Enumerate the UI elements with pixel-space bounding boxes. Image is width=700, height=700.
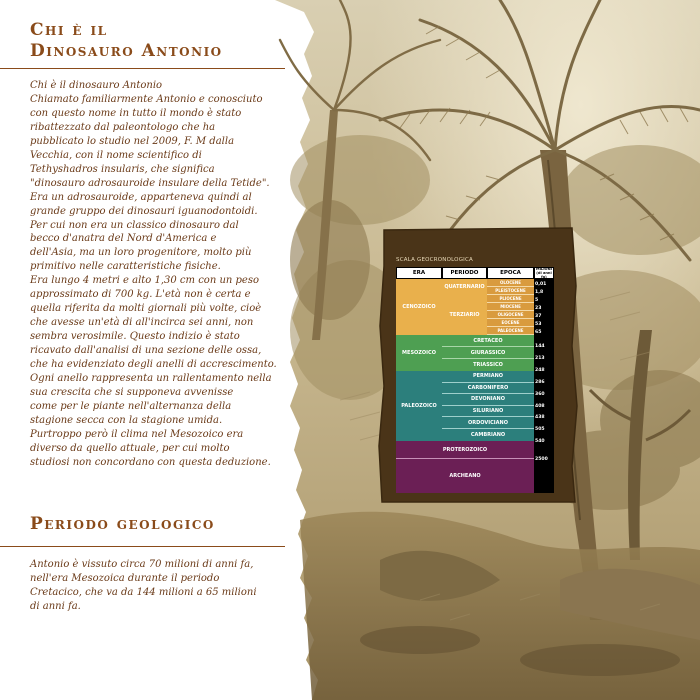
million-value: 5 <box>534 297 554 303</box>
period-cambriano: CAMBRIANO <box>442 429 534 441</box>
section1-line: Per cui non era un classico dinosauro dal <box>30 219 239 231</box>
million-value: 213 <box>534 355 554 361</box>
million-value: 65 <box>534 329 554 335</box>
section1-line: Era lungo 4 metri e alto 1,30 cm con un peso <box>30 275 259 287</box>
section1-line: che ha evidenziato degli anelli di accrescimento. <box>30 359 277 371</box>
epoch-oligocene: OLIGOCENE <box>487 311 534 319</box>
epoch-paleocene: PALEOCENE <box>487 327 534 335</box>
section1-line: con questo nome in tutto il mondo è stato <box>30 107 242 119</box>
million-value: 1,8 <box>534 289 554 295</box>
period-cretaceo: CRETACEO <box>442 335 534 347</box>
million-value: 248 <box>534 367 554 373</box>
period-terziario: TERZIARIO <box>442 295 487 335</box>
million-value: 438 <box>534 414 554 420</box>
header-era: ERA <box>396 267 442 279</box>
period-devoniano: DEVONIANO <box>442 394 534 406</box>
section1-line: Chiamato familiarmente Antonio e conosciuto <box>30 93 263 105</box>
section2-title: Periodo geologico <box>30 514 215 534</box>
section1-line: ricavato dall'analisi di una sezione delle ossa, <box>30 345 262 357</box>
header-periodo: PERIODO <box>442 267 487 279</box>
section1-line: diverso da quello attuale, per cui molto <box>30 442 230 454</box>
section1-divider <box>0 68 285 69</box>
era-cenozoico: CENOZOICO <box>396 279 442 335</box>
header-epoca: EPOCA <box>487 267 534 279</box>
section1-title-line1: Chi è il <box>30 20 108 40</box>
era-mesozoico: MESOZOICO <box>396 335 442 371</box>
section1-line: approssimato di 700 kg. L'età non è certa e <box>30 289 251 301</box>
million-value: 408 <box>534 403 554 409</box>
period-ordoviciano: ORDOVICIANO <box>442 417 534 429</box>
section1-line: sembra verosimile. Questo indizio è stato <box>30 331 240 343</box>
epoch-eocene: EOCENE <box>487 319 534 327</box>
section1-line: Ogni anello rappresenta un rallentamento nella <box>30 373 272 385</box>
section1-line: Vecchia, con il nome scientifico di <box>30 149 202 161</box>
section1-line: becco d'anatra del Nord d'America e <box>30 233 217 245</box>
section1-line: quella riferita da molti giornali più volte, cioè <box>30 303 262 315</box>
period-triassico: TRIASSICO <box>442 359 534 371</box>
period-quaternario: QUATERNARIO <box>442 279 487 295</box>
section1-line: pubblicato lo studio nel 2009, F. M dalla <box>30 135 235 147</box>
period-giurassico: GIURASSICO <box>442 347 534 359</box>
section1-line: sua crescita che si supponeva avvenisse <box>30 386 234 398</box>
section1-title-line2: Dinosauro Antonio <box>30 41 223 61</box>
million-value: 505 <box>534 426 554 432</box>
era-proterozoico: PROTEROZOICO <box>396 441 534 459</box>
section1-line: "dinosauro adrosauroide insulare della Tetide". <box>30 177 270 189</box>
section1-line: grande gruppo dei dinosauri iguanodontoidi. <box>30 205 258 217</box>
million-value: 360 <box>534 391 554 397</box>
section2-line: Cretacico, che va da 144 milioni a 65 milioni <box>30 586 257 598</box>
era-paleozoico: PALEOZOICO <box>396 371 442 441</box>
section2-body <box>30 558 292 614</box>
era-archeano: ARCHEANO <box>396 459 534 493</box>
section1-body <box>30 79 292 470</box>
section2-line: nell'era Mesozoica durante il periodo <box>30 572 220 584</box>
period-permiano: PERMIANO <box>442 371 534 383</box>
million-value: 286 <box>534 379 554 385</box>
million-value: 53 <box>534 321 554 327</box>
section2-line: di anni fa. <box>30 600 81 612</box>
section2-divider <box>0 546 285 547</box>
period-carbonifero: CARBONIFERO <box>442 383 534 395</box>
section1-title <box>30 20 223 62</box>
epoch-olocene: OLOCENE <box>487 279 534 287</box>
section1-line: dell'Asia, ma un loro progenitore, molto più <box>30 247 252 259</box>
geochronological-scale-card <box>378 226 578 504</box>
epoch-pliocene: PLIOCENE <box>487 295 534 303</box>
section1-line: ribattezzato dal paleontologo che ha <box>30 121 216 133</box>
section1-line: Purtroppo però il clima nel Mesozoico era <box>30 428 244 440</box>
million-value: 23 <box>534 305 554 311</box>
section1-line: Tethyshadros insularis, che significa <box>30 163 215 175</box>
section1-line: Era un adrosauroide, apparteneva quindi al <box>30 191 252 203</box>
header-milioni: MILIONI (di anni fa) <box>534 267 554 279</box>
section1-line: stagione secca con la stagione umida. <box>30 414 223 426</box>
section1-line: Chi è il dinosauro Antonio <box>30 80 163 91</box>
section1-line: che avesse un'età di all'incirca sei anni, non <box>30 317 254 329</box>
million-value: 37 <box>534 313 554 319</box>
epoch-miocene: MIOCENE <box>487 303 534 311</box>
text-panel <box>0 0 300 700</box>
section1-line: come per le piante nell'alternanza della <box>30 400 232 412</box>
epoch-pleistocene: PLEISTOCENE <box>487 287 534 295</box>
section1-line: studiosi non concordano con questa deduzione. <box>30 456 271 468</box>
period-siluriano: SILURIANO <box>442 406 534 418</box>
million-value: 0,01 <box>534 281 554 287</box>
million-value: 2500 <box>534 456 554 462</box>
section2-line: Antonio è vissuto circa 70 milioni di anni fa, <box>30 559 254 570</box>
scale-title: SCALA GEOCRONOLOGICA <box>396 257 473 263</box>
million-value: 144 <box>534 343 554 349</box>
section1-line: primitivo nelle caratteristiche fisiche. <box>30 261 221 273</box>
million-value: 540 <box>534 438 554 444</box>
